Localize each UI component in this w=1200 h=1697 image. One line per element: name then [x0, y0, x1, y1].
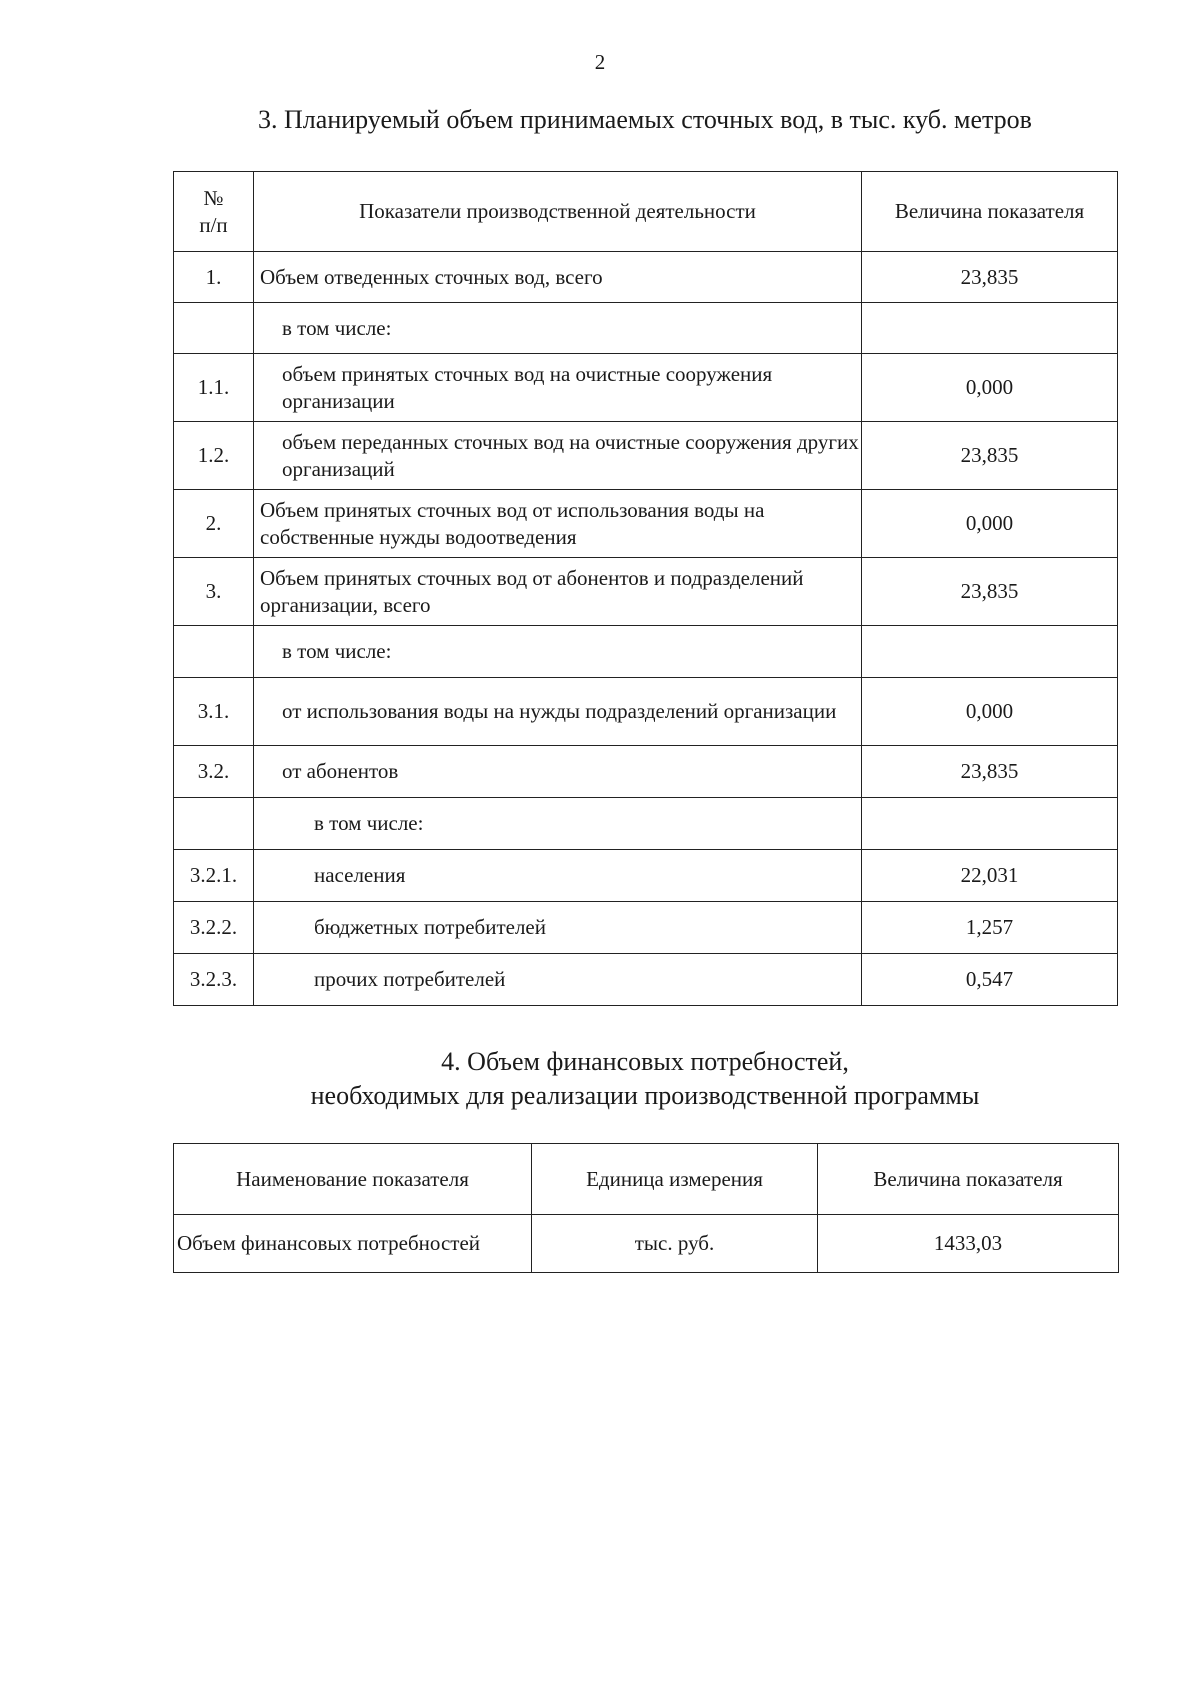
row-num: [174, 626, 254, 678]
row-value: 0,000: [862, 354, 1118, 422]
section-4-title-line2: необходимых для реализации производственной программы: [310, 1081, 980, 1111]
table-row: [174, 746, 1118, 798]
financial-needs-table: [173, 1143, 1119, 1273]
section-4-title-line1: 4. Объем финансовых потребностей,: [441, 1047, 849, 1076]
row-indicator: Объем принятых сточных вод от использования воды на собственные нужды водоотведения: [254, 490, 862, 558]
header-value: Величина показателя: [818, 1144, 1119, 1215]
row-indicator: прочих потребителей: [254, 954, 862, 1006]
header-value: Величина показателя: [862, 172, 1118, 252]
row-num: 1.2.: [174, 422, 254, 490]
row-indicator: в том числе:: [254, 626, 862, 678]
header-indicator: Показатели производственной деятельности: [254, 172, 862, 252]
table-row: [174, 422, 1118, 490]
table-row: [174, 626, 1118, 678]
row-value: 23,835: [862, 252, 1118, 303]
row-num: 1.: [174, 252, 254, 303]
page-number: 2: [594, 50, 606, 74]
header-num: № п/п: [174, 172, 254, 252]
row-num: 3.2.: [174, 746, 254, 798]
row-num: 3.2.2.: [174, 902, 254, 954]
table-row: [174, 558, 1118, 626]
header-indicator-name: Наименование показателя: [174, 1144, 532, 1215]
row-num: 3.2.1.: [174, 850, 254, 902]
row-value: 1433,03: [818, 1215, 1119, 1273]
row-value: [862, 626, 1118, 678]
row-value: 0,000: [862, 678, 1118, 746]
table-header-row: [174, 1144, 1119, 1215]
header-unit: Единица измерения: [532, 1144, 818, 1215]
row-num: 3.2.3.: [174, 954, 254, 1006]
row-value: 0,547: [862, 954, 1118, 1006]
table-row: [174, 490, 1118, 558]
table-row: [174, 252, 1118, 303]
table-row: [174, 850, 1118, 902]
row-value: 23,835: [862, 422, 1118, 490]
table-row: [174, 678, 1118, 746]
row-value: 23,835: [862, 558, 1118, 626]
table-row: [174, 303, 1118, 354]
row-indicator: Объем отведенных сточных вод, всего: [254, 252, 862, 303]
table-row: [174, 902, 1118, 954]
table-row: [174, 354, 1118, 422]
row-indicator: Объем принятых сточных вод от абонентов и подразделений организации, всего: [254, 558, 862, 626]
row-num: [174, 303, 254, 354]
row-value: 22,031: [862, 850, 1118, 902]
table-header-row: [174, 172, 1118, 252]
section-3-title: 3. Планируемый объем принимаемых сточных вод, в тыс. куб. метров: [258, 105, 1032, 134]
section-4-title: [200, 1045, 1090, 1114]
row-num: 3.: [174, 558, 254, 626]
table-row: [174, 954, 1118, 1006]
row-indicator: Объем финансовых потребностей: [174, 1215, 532, 1273]
row-unit: тыс. руб.: [532, 1215, 818, 1273]
row-num: [174, 798, 254, 850]
row-indicator: объем принятых сточных вод на очистные сооружения организации: [254, 354, 862, 422]
row-indicator: населения: [254, 850, 862, 902]
row-num: 2.: [174, 490, 254, 558]
table-row: [174, 1215, 1119, 1273]
row-value: 23,835: [862, 746, 1118, 798]
row-num: 3.1.: [174, 678, 254, 746]
table-row: [174, 798, 1118, 850]
row-indicator: в том числе:: [254, 303, 862, 354]
row-indicator: в том числе:: [254, 798, 862, 850]
row-value: [862, 303, 1118, 354]
row-num: 1.1.: [174, 354, 254, 422]
row-value: [862, 798, 1118, 850]
row-indicator: от использования воды на нужды подразделений организации: [254, 678, 862, 746]
row-indicator: от абонентов: [254, 746, 862, 798]
row-indicator: бюджетных потребителей: [254, 902, 862, 954]
row-value: 0,000: [862, 490, 1118, 558]
row-value: 1,257: [862, 902, 1118, 954]
row-indicator: объем переданных сточных вод на очистные сооружения других организаций: [254, 422, 862, 490]
wastewater-volume-table: [173, 171, 1118, 1006]
